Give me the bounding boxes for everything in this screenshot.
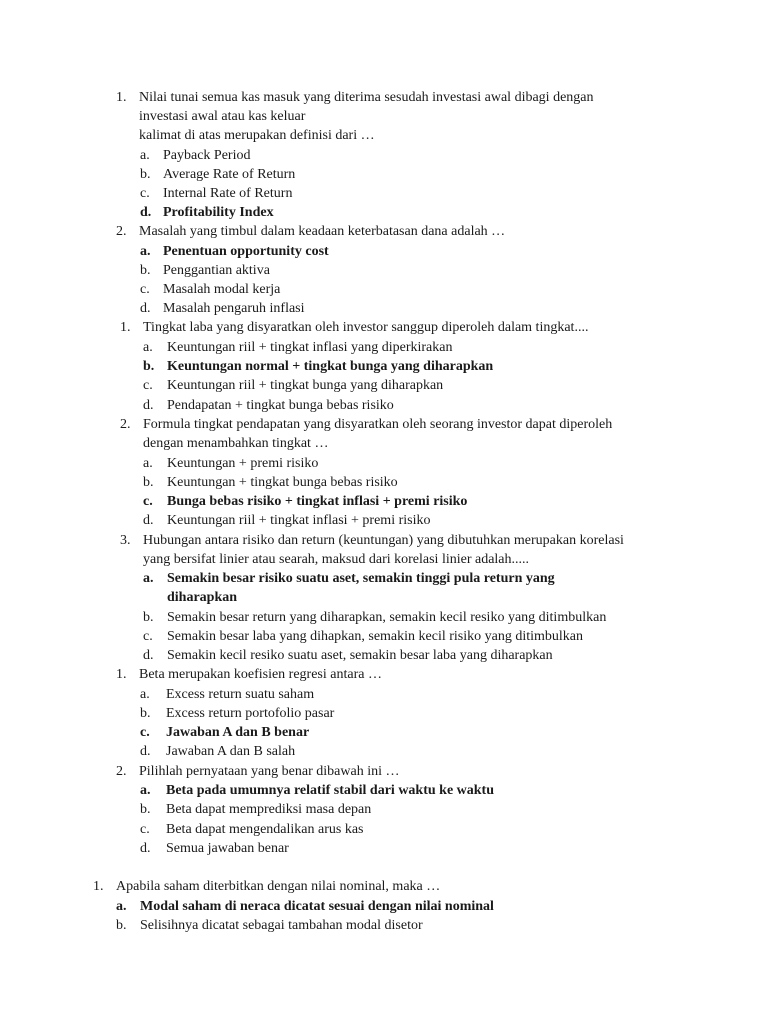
option-letter: b. — [140, 802, 151, 817]
option-letter: b. — [116, 918, 127, 933]
option-letter: a. — [140, 783, 151, 798]
question-number: 1. — [116, 90, 127, 105]
option-letter: c. — [143, 378, 153, 393]
option-letter: c. — [143, 629, 153, 644]
option-text-correct: Penentuan opportunity cost — [163, 244, 329, 259]
option-text-correct: diharapkan — [167, 590, 238, 605]
question-text: Tingkat laba yang disyaratkan oleh investor sanggup diperoleh dalam tingkat.... — [143, 320, 589, 335]
question-text: dengan menambahkan tingkat … — [143, 436, 329, 451]
option-text-correct: Beta pada umumnya relatif stabil dari waktu ke waktu — [166, 783, 495, 798]
option-letter: d. — [140, 205, 152, 220]
question-text: Beta merupakan koefisien regresi antara … — [139, 667, 382, 682]
option-letter: b. — [140, 263, 151, 278]
option-letter: c. — [143, 494, 153, 509]
option-text: Masalah modal kerja — [163, 282, 281, 297]
option-text: Penggantian aktiva — [163, 263, 270, 278]
option-text-correct: Semakin besar risiko suatu aset, semakin tinggi pula return yang — [167, 571, 555, 586]
option-letter: d. — [140, 301, 151, 316]
option-text: Pendapatan + tingkat bunga bebas risiko — [167, 398, 394, 413]
option-text-correct: Jawaban A dan B benar — [166, 725, 310, 740]
question-text: Masalah yang timbul dalam keadaan keterbatasan dana adalah … — [139, 224, 506, 239]
option-letter: d. — [143, 513, 154, 528]
option-text: Excess return suatu saham — [166, 687, 315, 702]
option-text-correct: Modal saham di neraca dicatat sesuai dengan nilai nominal — [140, 899, 494, 914]
option-letter: c. — [140, 186, 150, 201]
option-letter: a. — [140, 687, 150, 702]
question-text: yang bersifat linier atau searah, maksud dari korelasi linier adalah..... — [143, 552, 530, 567]
option-text: Keuntungan riil + tingkat inflasi + premi risiko — [167, 513, 431, 528]
option-letter: a. — [143, 340, 153, 355]
option-letter: d. — [143, 398, 154, 413]
option-letter: c. — [140, 725, 150, 740]
option-letter: a. — [140, 244, 151, 259]
option-text: Beta dapat memprediksi masa depan — [166, 802, 372, 817]
option-letter: a. — [116, 899, 127, 914]
option-letter: a. — [143, 571, 154, 586]
question-number: 2. — [116, 224, 127, 239]
question-text: Nilai tunai semua kas masuk yang diterima sesudah investasi awal dibagi dengan — [139, 90, 594, 105]
option-letter: b. — [140, 167, 151, 182]
question-text: kalimat di atas merupakan definisi dari … — [139, 128, 375, 143]
option-letter: b. — [143, 610, 154, 625]
question-text: Apabila saham diterbitkan dengan nilai nominal, maka … — [116, 879, 441, 894]
option-letter: c. — [140, 822, 150, 837]
option-text: Jawaban A dan B salah — [166, 744, 296, 759]
question-text: Hubungan antara risiko dan return (keuntungan) yang dibutuhkan merupakan korelasi — [143, 533, 624, 548]
option-text-correct: Bunga bebas risiko + tingkat inflasi + premi risiko — [167, 494, 468, 509]
option-letter: b. — [140, 706, 151, 721]
option-text: Selisihnya dicatat sebagai tambahan modal disetor — [140, 918, 423, 933]
question-number: 3. — [120, 533, 131, 548]
option-letter: a. — [143, 456, 153, 471]
option-letter: c. — [140, 282, 150, 297]
option-letter: a. — [140, 148, 150, 163]
option-text: Semua jawaban benar — [166, 841, 289, 856]
option-text: Keuntungan riil + tingkat inflasi yang diperkirakan — [167, 340, 453, 355]
option-text: Payback Period — [163, 148, 251, 163]
option-letter: d. — [140, 744, 151, 759]
option-text-correct: Keuntungan normal + tingkat bunga yang diharapkan — [167, 359, 494, 374]
option-text: Semakin besar return yang diharapkan, semakin kecil resiko yang ditimbulkan — [167, 610, 607, 625]
option-text: Keuntungan + tingkat bunga bebas risiko — [167, 475, 398, 490]
question-text: investasi awal atau kas keluar — [139, 109, 306, 124]
option-text-correct: Profitability Index — [163, 205, 274, 220]
option-letter: d. — [143, 648, 154, 663]
question-number: 2. — [120, 417, 131, 432]
option-text: Masalah pengaruh inflasi — [163, 301, 305, 316]
option-text: Keuntungan riil + tingkat bunga yang diharapkan — [167, 378, 444, 393]
option-text: Semakin besar laba yang dihapkan, semakin kecil risiko yang ditimbulkan — [167, 629, 584, 644]
question-number: 1. — [93, 879, 104, 894]
question-text: Pilihlah pernyataan yang benar dibawah ini … — [139, 764, 400, 779]
option-text: Internal Rate of Return — [163, 186, 293, 201]
option-letter: b. — [143, 359, 155, 374]
option-letter: b. — [143, 475, 154, 490]
question-number: 1. — [116, 667, 127, 682]
question-text: Formula tingkat pendapatan yang disyaratkan oleh seorang investor dapat diperoleh — [143, 417, 613, 432]
option-text: Keuntungan + premi risiko — [167, 456, 319, 471]
option-text: Average Rate of Return — [163, 167, 296, 182]
option-text: Semakin kecil resiko suatu aset, semakin besar laba yang diharapkan — [167, 648, 553, 663]
option-text: Excess return portofolio pasar — [166, 706, 335, 721]
option-letter: d. — [140, 841, 151, 856]
question-number: 1. — [120, 320, 131, 335]
question-number: 2. — [116, 764, 127, 779]
option-text: Beta dapat mengendalikan arus kas — [166, 822, 364, 837]
